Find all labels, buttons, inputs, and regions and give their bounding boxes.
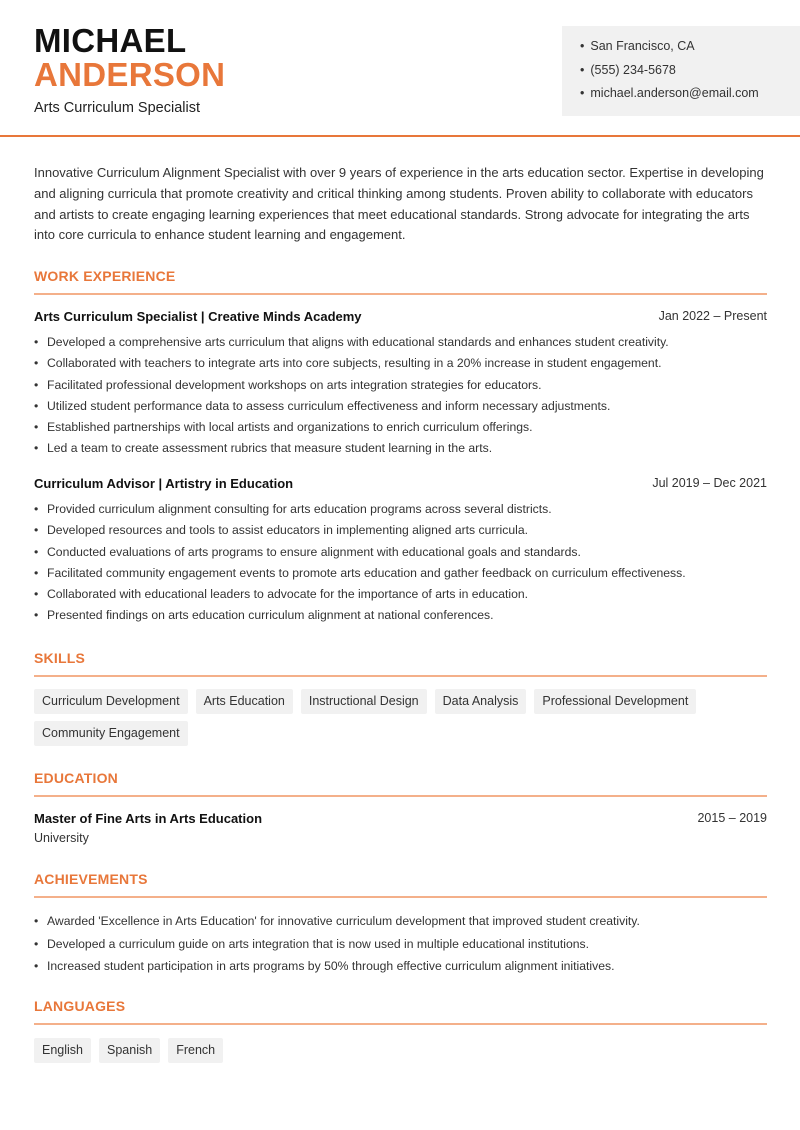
last-name: ANDERSON xyxy=(34,56,226,93)
contact-email[interactable]: • michael.anderson@email.com xyxy=(580,82,800,106)
list-item: • Increased student participation in arts programs by 50% through effective curriculum alignment initiatives. xyxy=(34,955,774,978)
list-item: • Presented findings on arts education curriculum alignment at national conferences. xyxy=(34,605,774,626)
skills-list xyxy=(34,689,774,746)
list-item: • Collaborated with educational leaders to advocate for the importance of arts in education. xyxy=(34,584,774,605)
section-divider xyxy=(34,795,767,797)
section-title-work: WORK EXPERIENCE xyxy=(34,268,176,284)
language-tag: English xyxy=(34,1038,91,1063)
contact-phone: • (555) 234-5678 xyxy=(580,59,800,83)
language-tag: Spanish xyxy=(99,1038,160,1063)
languages-list xyxy=(34,1038,774,1063)
contact-box xyxy=(562,26,800,116)
skill-tag: Professional Development xyxy=(534,689,696,714)
contact-location: • San Francisco, CA xyxy=(580,35,800,59)
list-item: • Led a team to create assessment rubrics that measure student learning in the arts. xyxy=(34,438,774,459)
job-header xyxy=(34,309,767,327)
section-title-education: EDUCATION xyxy=(34,770,118,786)
section-divider xyxy=(34,675,767,677)
education-dates: 2015 – 2019 xyxy=(697,811,767,825)
section-title-skills: SKILLS xyxy=(34,650,85,666)
education-degree: Master of Fine Arts in Arts Education xyxy=(34,811,263,826)
list-item: • Utilized student performance data to assess curriculum effectiveness and inform necessary adjustments. xyxy=(34,396,774,417)
resume-header xyxy=(0,0,800,137)
skill-tag: Instructional Design xyxy=(301,689,427,714)
job-dates: Jul 2019 – Dec 2021 xyxy=(652,476,767,490)
job-bullets xyxy=(34,499,774,627)
skill-tag: Arts Education xyxy=(196,689,293,714)
list-item: • Awarded 'Excellence in Arts Education' for innovative curriculum development that improved student creativity. xyxy=(34,910,774,933)
list-item: • Developed resources and tools to assist educators in implementing aligned arts curricula. xyxy=(34,520,774,541)
job-dates: Jan 2022 – Present xyxy=(658,309,767,323)
skill-tag: Community Engagement xyxy=(34,721,188,746)
achievements-list xyxy=(34,910,774,978)
section-title-languages: LANGUAGES xyxy=(34,998,126,1014)
list-item: • Developed a comprehensive arts curriculum that aligns with educational standards and enhances student creativity. xyxy=(34,332,774,353)
summary: Innovative Curriculum Alignment Specialist with over 9 years of experience in the arts education sector. Expertise in developing and aligning curricula that promote creativity and critical thinking among students. Proven ability to collaborate with educators and artists to create engaging learning experiences that meet educational standards. Strong advocate for integrating the arts into core curricula to enhance student learning and engagement. xyxy=(34,165,764,243)
education-school: University xyxy=(34,831,89,845)
section-title-achievements: ACHIEVEMENTS xyxy=(34,871,148,887)
job-header xyxy=(34,476,767,494)
language-tag: French xyxy=(168,1038,223,1063)
list-item: • Established partnerships with local artists and organizations to enrich curriculum offerings. xyxy=(34,417,774,438)
job-bullets xyxy=(34,332,774,460)
job-role: Curriculum Advisor | Artistry in Education xyxy=(34,476,294,491)
section-divider xyxy=(34,293,767,295)
section-divider xyxy=(34,896,767,898)
list-item: • Provided curriculum alignment consulting for arts education programs across several districts. xyxy=(34,499,774,520)
job-title: Arts Curriculum Specialist xyxy=(34,100,200,116)
list-item: • Facilitated professional development workshops on arts integration strategies for educators. xyxy=(34,375,774,396)
list-item: • Conducted evaluations of arts programs to ensure alignment with educational goals and standards. xyxy=(34,542,774,563)
skill-tag: Curriculum Development xyxy=(34,689,188,714)
list-item: • Developed a curriculum guide on arts integration that is now used in multiple educational institutions. xyxy=(34,933,774,956)
skill-tag: Data Analysis xyxy=(435,689,527,714)
list-item: • Collaborated with teachers to integrate arts into core subjects, resulting in a 20% increase in student engagement. xyxy=(34,353,774,374)
list-item: • Facilitated community engagement events to promote arts education and gather feedback on curriculum effectiveness. xyxy=(34,563,774,584)
job-role: Arts Curriculum Specialist | Creative Minds Academy xyxy=(34,309,362,324)
section-divider xyxy=(34,1023,767,1025)
first-name: MICHAEL xyxy=(34,22,187,59)
